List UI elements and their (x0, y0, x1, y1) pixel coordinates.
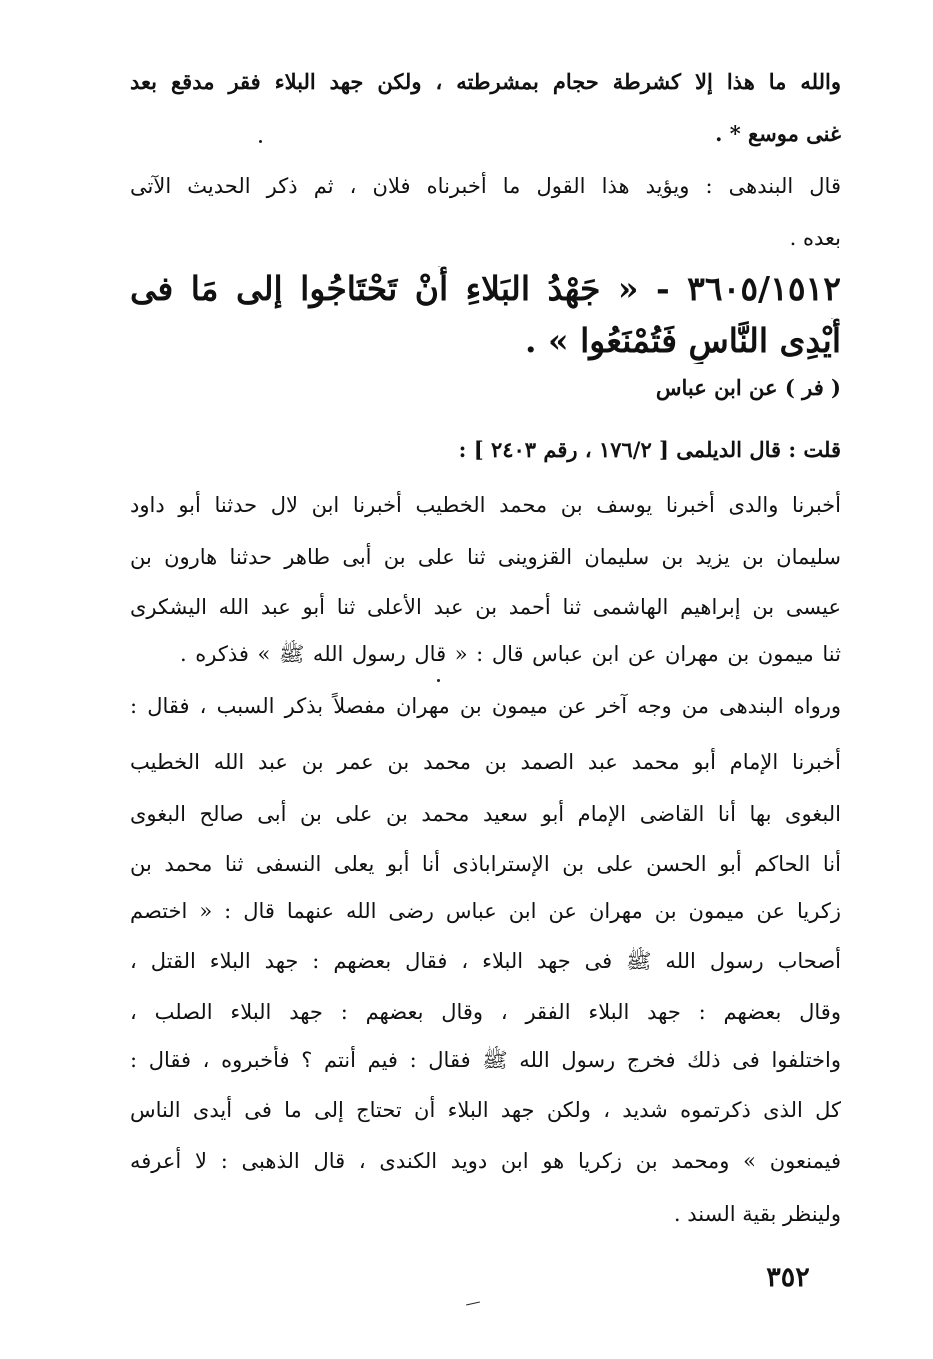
isnad2-line-4: أنا الحاكم أبو الحسن على بن الإستراباذى أنا أبو يعلى النسفى ثنا محمد بن (130, 852, 841, 876)
isnad2-line-8: واختلفوا فى ذلك فخرج رسول الله ﷺ فقال : فيم أنتم ؟ فأخبروه ، فقال : (130, 1048, 841, 1072)
intro-line-1: والله ما هذا إلا كشرطة حجام بمشرطته ، ولكن جهد البلاء فقر مدقع بعد (130, 69, 841, 94)
isnad2-line-11: ولينظر بقية السند . (673, 1202, 841, 1226)
isnad2-line-2: أخبرنا الإمام أبو محمد عبد الصمد بن محمد بن عمر بن عبد الله الخطيب (130, 750, 841, 774)
isnad-line-4: ثنا ميمون بن مهران عن ابن عباس قال : « قال رسول الله ﷺ » فذكره . (180, 642, 841, 666)
note-heading: قلت : قال الديلمى [ ١٧٦/٢ ، رقم ٢٤٠٣ ] : (458, 437, 841, 462)
comment-line-1: قال البندهى : ويؤيد هذا القول ما أخبرناه فلان ، ثم ذكر الحديث الآتى (130, 174, 841, 198)
scan-speck (437, 679, 440, 682)
comment-line-2: بعده . (789, 226, 841, 250)
isnad2-line-1: ورواه البندهى من وجه آخر عن ميمون بن مهران مفصلاً بذكر السبب ، فقال : (130, 694, 841, 718)
isnad2-line-5: زكريا عن ميمون بن مهران عن ابن عباس رضى الله عنهما قال : « اختصم (130, 899, 841, 923)
isnad2-line-3: البغوى بها أنا القاضى الإمام أبو سعيد محمد بن على بن أبى صالح البغوى (130, 802, 841, 826)
page-number: ٣٥٢ (766, 1262, 810, 1293)
isnad2-line-9: كل الذى ذكرتموه شديد ، ولكن جهد البلاء أن تحتاج إلى ما فى أيدى الناس (130, 1098, 841, 1122)
isnad2-line-10: فيمنعون » ومحمد بن زكريا هو ابن دويد الكندى ، قال الذهبى : لا أعرفه (130, 1149, 841, 1173)
scan-speck (259, 140, 262, 143)
isnad2-line-7: وقال بعضهم : جهد البلاء الفقر ، وقال بعضهم : جهد البلاء الصلب ، (130, 1000, 841, 1024)
isnad-line-2: سليمان بن يزيد بن سليمان القزوينى ثنا على بن أبى طاهر حدثنا هارون بن (130, 545, 841, 569)
isnad2-line-6: أصحاب رسول الله ﷺ فى جهد البلاء ، فقال بعضهم : جهد البلاء القتل ، (130, 949, 841, 973)
intro-line-2: غنى موسع * . (715, 121, 841, 146)
isnad-line-1: أخبرنا والدى أخبرنا يوسف بن محمد الخطيب أخبرنا ابن لال حدثنا أبو داود (130, 493, 841, 517)
isnad-line-3: عيسى بن إبراهيم الهاشمى ثنا أحمد بن عبد الأعلى ثنا أبو عبد الله اليشكرى (130, 595, 841, 619)
scan-mark (466, 1302, 480, 1306)
hadith-line-1: ٣٦٠٥/١٥١٢ - « جَهْدُ البَلاءِ أَنْ تَحْتَاجُوا إلى مَا فى (130, 269, 841, 308)
source-attribution: ( فر ) عن ابن عباس (655, 375, 841, 400)
hadith-line-2: أَيْدِى النَّاسِ فَتُمْنَعُوا » . (525, 321, 841, 360)
